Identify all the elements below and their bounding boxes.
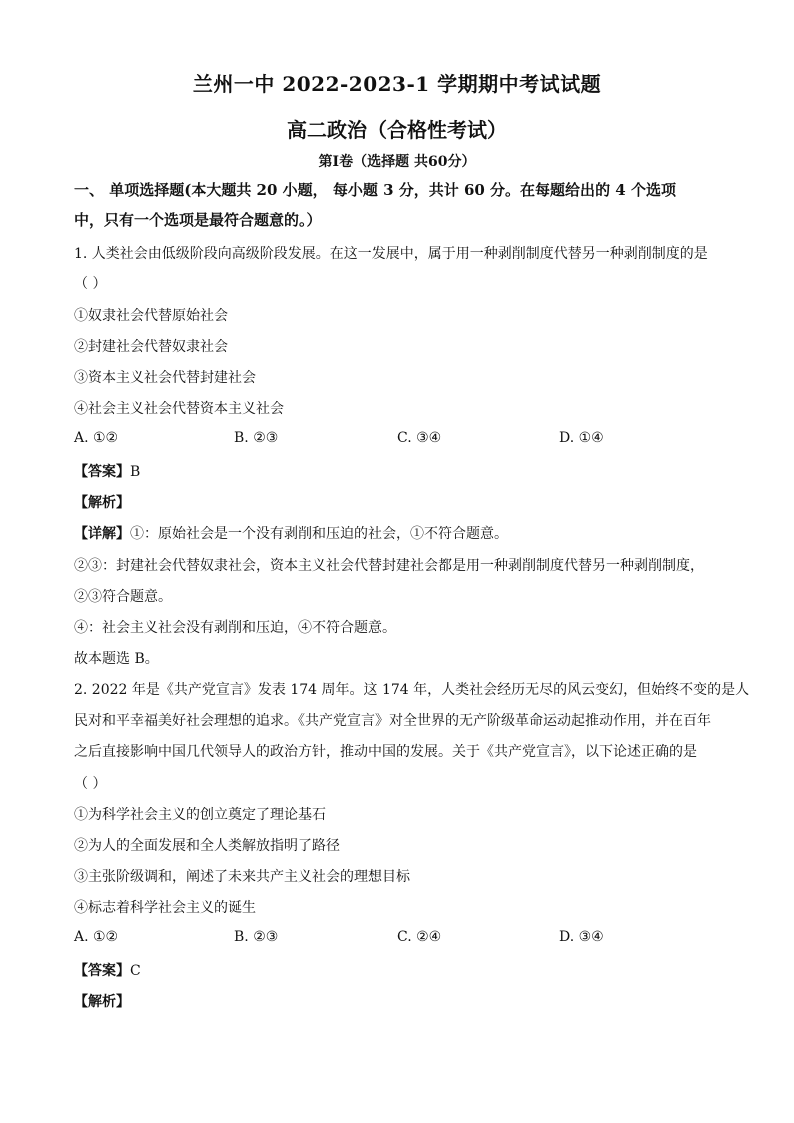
q1-detail-text-1: ①：原始社会是一个没有剥削和压迫的社会，①不符合题意。 — [130, 526, 508, 542]
q1-item-1: ①奴隶社会代替原始社会 — [74, 308, 228, 324]
exam-title: 兰州一中 2022-2023-1 学期期中考试试题 — [192, 72, 602, 96]
q2-option-b: B. ②③ — [234, 929, 279, 945]
q2-options — [74, 929, 734, 949]
q1-paren: （ ） — [74, 276, 107, 292]
section-instruction-line-1: 一、 单项选择题(本大题共 20 小题， 每小题 3 分，共计 60 分。在每题给出的 4 个选项 — [74, 181, 676, 199]
q1-detail-line-3: ②③符合题意。 — [74, 589, 172, 605]
q1-stem: 1. 人类社会由低级阶段向高级阶段发展。在这一发展中，属于用一种剥削制度代替另一种剥削制度的是 — [74, 246, 708, 262]
q1-answer-label: 【答案】 — [74, 464, 130, 480]
q2-item-4: ④标志着科学社会主义的诞生 — [74, 900, 256, 916]
volume-heading: 第Ⅰ卷（选择题 共60分） — [318, 154, 476, 170]
q1-option-d: D. ①④ — [559, 430, 604, 446]
q1-answer — [74, 462, 734, 482]
q1-option-a: A. ①② — [74, 430, 119, 446]
q1-detail-line-4: ④：社会主义社会没有剥削和压迫，④不符合题意。 — [74, 620, 396, 636]
q2-option-c: C. ②④ — [397, 929, 442, 945]
q1-detail-line-2: ②③：封建社会代替奴隶社会，资本主义社会代替封建社会都是用一种剥削制度代替另一种剥削制度， — [74, 558, 704, 574]
q2-paren: （ ） — [74, 776, 107, 792]
q2-stem-line-3: 之后直接影响中国几代领导人的政治方针，推动中国的发展。关于《共产党宣言》，以下论述正确的是 — [74, 744, 697, 760]
q2-stem-line-1: 2. 2022 年是《共产党宣言》发表 174 周年。这 174 年，人类社会经历无尽的风云变幻，但始终不变的是人 — [74, 682, 750, 698]
q1-item-2: ②封建社会代替奴隶社会 — [74, 339, 228, 355]
q1-option-c: C. ③④ — [397, 430, 442, 446]
q2-stem-line-2: 民对和平幸福美好社会理想的追求。《共产党宣言》对全世界的无产阶级革命运动起推动作用，并在百年 — [74, 713, 711, 729]
q1-option-b: B. ②③ — [234, 430, 279, 446]
q2-item-3: ③主张阶级调和，阐述了未来共产主义社会的理想目标 — [74, 869, 410, 885]
q1-detail-line-5: 故本题选 B。 — [74, 651, 159, 667]
q2-answer-value: C — [130, 963, 141, 979]
q2-item-1: ①为科学社会主义的创立奠定了理论基石 — [74, 807, 326, 823]
q2-item-2: ②为人的全面发展和全人类解放指明了路径 — [74, 838, 340, 854]
q1-options — [74, 430, 734, 450]
q1-detail-line-1 — [74, 524, 734, 544]
q2-answer — [74, 961, 734, 981]
section-instruction-line-2: 中，只有一个选项是最符合题意的。） — [74, 211, 322, 229]
q1-answer-value: B — [130, 464, 141, 480]
q2-answer-label: 【答案】 — [74, 963, 130, 979]
q1-item-4: ④社会主义社会代替资本主义社会 — [74, 401, 284, 417]
q2-option-d: D. ③④ — [559, 929, 604, 945]
q2-option-a: A. ①② — [74, 929, 119, 945]
q1-item-3: ③资本主义社会代替封建社会 — [74, 370, 256, 386]
q1-analysis-label: 【解析】 — [74, 495, 130, 511]
exam-subtitle: 高二政治（合格性考试） — [287, 118, 507, 142]
q1-detail-label: 【详解】 — [74, 526, 130, 542]
q2-analysis-label: 【解析】 — [74, 994, 130, 1010]
